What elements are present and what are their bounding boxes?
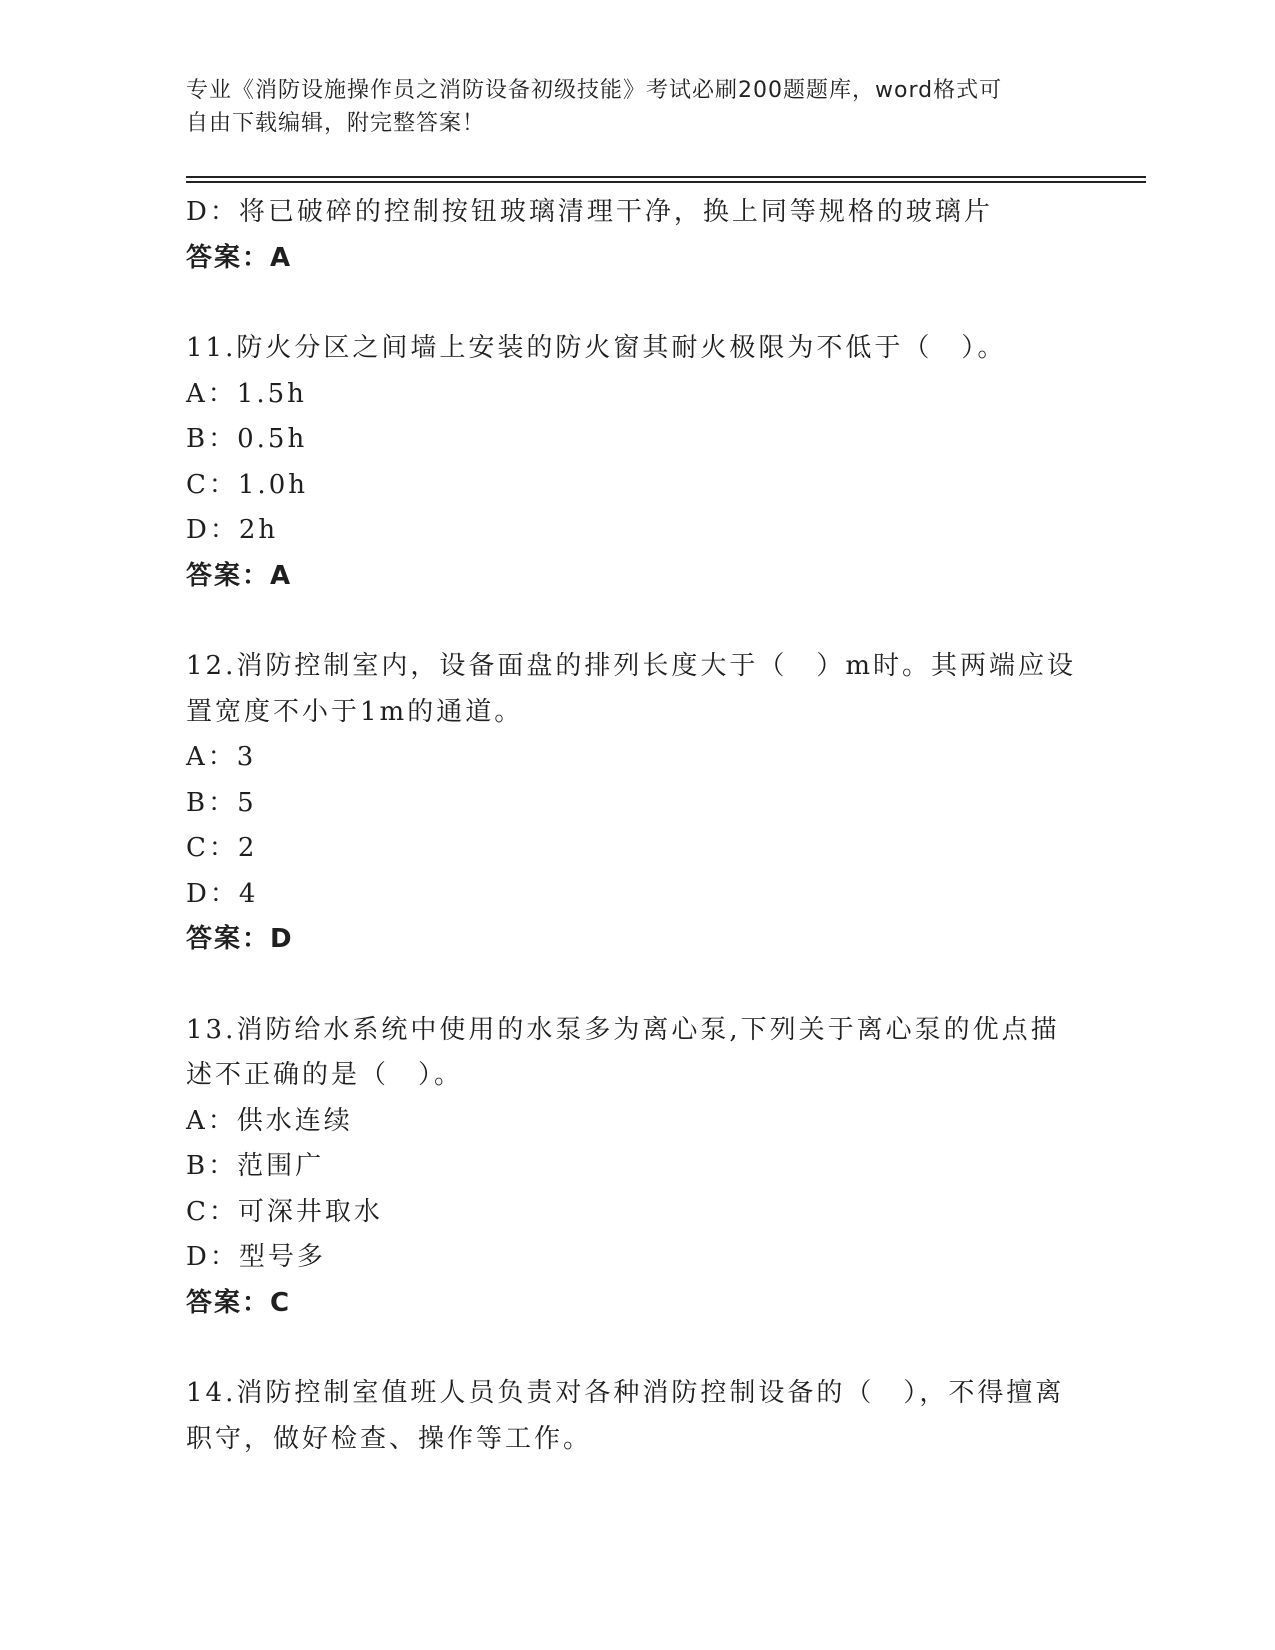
answer-line: 答案：C bbox=[186, 1287, 292, 1318]
option-b: B：范围广 bbox=[186, 1151, 325, 1181]
document-header bbox=[186, 74, 1066, 140]
option-d: D：4 bbox=[186, 878, 259, 909]
question-block-13 bbox=[186, 1008, 1086, 1327]
header-divider-top bbox=[186, 176, 1146, 178]
option-d: D：2h bbox=[186, 515, 279, 545]
header-line-2: 自由下载编辑，附完整答案！ bbox=[186, 111, 486, 136]
header-line-1: 专业《消防设施操作员之消防设备初级技能》考试必刷200题题库，word格式可 bbox=[186, 78, 1003, 103]
question-block-previous bbox=[186, 190, 1086, 281]
option-b: B：0.5h bbox=[186, 424, 308, 454]
question-stem-line-2: 述不正确的是（ ）。 bbox=[186, 1060, 464, 1090]
question-block-12 bbox=[186, 644, 1086, 963]
question-stem: 11.防火分区之间墙上安装的防火窗其耐火极限为不低于（ ）。 bbox=[186, 333, 1007, 363]
question-stem-line-1: 13.消防给水系统中使用的水泵多为离心泵,下列关于离心泵的优点描 bbox=[186, 1014, 1060, 1045]
option-a: A：1.5h bbox=[186, 378, 307, 409]
header-divider-bottom bbox=[186, 181, 1146, 183]
option-c: C：1.0h bbox=[186, 469, 308, 500]
question-list bbox=[186, 190, 1086, 1462]
answer-line: 答案：A bbox=[186, 242, 293, 273]
question-block-14 bbox=[186, 1371, 1086, 1462]
question-stem-line-1: 14.消防控制室值班人员负责对各种消防控制设备的（ ），不得擅离 bbox=[186, 1378, 1065, 1408]
question-stem-line-2: 置宽度不小于1m的通道。 bbox=[186, 696, 524, 727]
option-b: B：5 bbox=[186, 787, 257, 818]
option-c: C：2 bbox=[186, 833, 258, 863]
option-c: C：可深井取水 bbox=[186, 1196, 383, 1227]
option-a: A：供水连续 bbox=[186, 1105, 353, 1136]
option-a: A：3 bbox=[186, 742, 257, 772]
question-stem-line-2: 职守，做好检查、操作等工作。 bbox=[186, 1423, 593, 1454]
answer-line: 答案：D bbox=[186, 924, 294, 954]
option-d: D：将已破碎的控制按钮玻璃清理干净，换上同等规格的玻璃片 bbox=[186, 197, 993, 227]
question-block-11 bbox=[186, 326, 1086, 599]
answer-line: 答案：A bbox=[186, 560, 293, 591]
option-d: D：型号多 bbox=[186, 1242, 326, 1272]
question-stem-line-1: 12.消防控制室内，设备面盘的排列长度大于（ ）m时。其两端应设 bbox=[186, 651, 1077, 681]
